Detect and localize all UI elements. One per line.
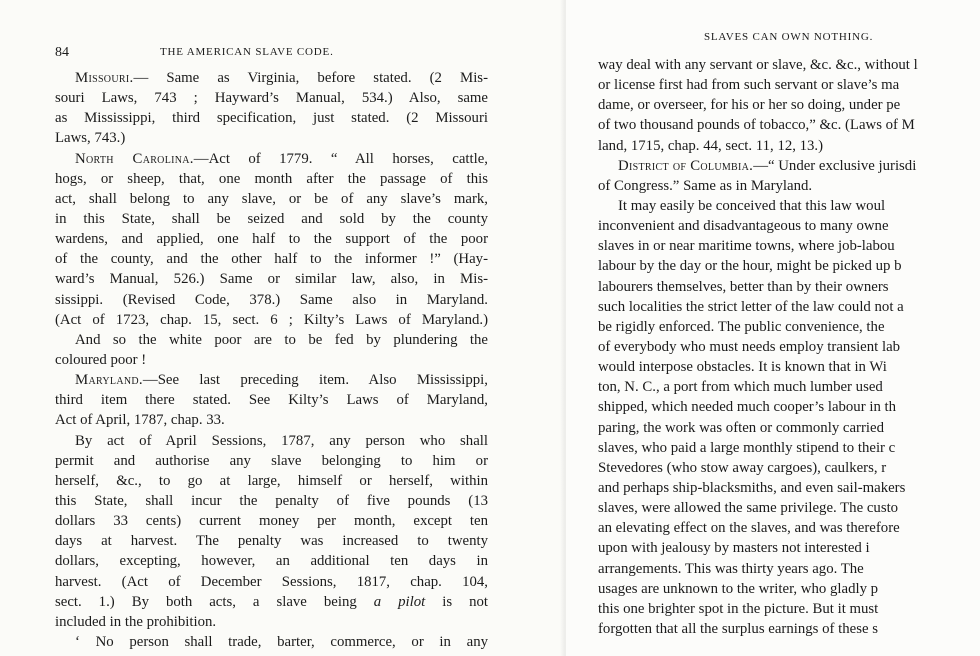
text-line: wardens, and applied, one half to the support of the poor (55, 231, 488, 248)
text-line: would interpose obstacles. It is known that in Wi (598, 359, 887, 376)
text-line: dame, or overseer, for his or her so doing, under pe (598, 97, 901, 114)
text-line: in this State, shall be seized and sold by the county (55, 210, 488, 227)
text-line: sect. 1.) By both acts, a slave being a pilot is not (55, 593, 488, 610)
text-line: hogs, or sheep, that, one month after the passage of this (55, 170, 488, 187)
text-line: way deal with any servant or slave, &c. &c., without l (598, 57, 918, 73)
text-line: North Carolina.—Act of 1779. “ All horses, cattle, (75, 150, 488, 167)
left-body-text (55, 68, 488, 652)
section-heading: North Carolina. (75, 150, 194, 167)
text-line: forgotten that all the surplus earnings of these s (598, 620, 878, 637)
text-line: labourers themselves, better than by their owners (598, 278, 889, 295)
text-line: this one brighter spot in the picture. But it must (598, 600, 879, 617)
text-line: District of Columbia.—“ Under exclusive jurisdi (618, 157, 917, 174)
text-line: (Act of 1723, chap. 15, sect. 6 ; Kilty’s Laws of Maryland.) (55, 311, 488, 328)
text-line: Stevedores (who stow away cargoes), caulkers, r (598, 459, 887, 476)
text-line: permit and authorise any slave belonging to him or (55, 452, 488, 469)
page-number: 84 (55, 45, 69, 60)
text-line: slaves, who paid a large monthly stipend to their c (598, 439, 896, 456)
text-line: shipped, which needed much cooper’s labour in th (598, 399, 897, 416)
section-heading: District of Columbia. (618, 157, 754, 174)
text-line: It may easily be conceived that this law woul (618, 197, 886, 214)
text-line: be rigidly enforced. The public convenience, the (598, 318, 885, 335)
right-page (566, 0, 980, 656)
text-line: paring, the work was often or commonly carried (598, 419, 884, 436)
text-line: act, shall belong to any slave, or be of any slave’s mark, (55, 190, 488, 207)
text-line: Act of April, 1787, chap. 33. (55, 412, 225, 429)
section-heading: Missouri. (75, 70, 134, 86)
text-line: labour by the day or the hour, might be picked up b (598, 258, 902, 275)
text-line: dollars, excepting, however, an additional ten days in (55, 553, 488, 570)
text-line: days at harvest. The penalty was increased to twenty (55, 533, 488, 550)
text-line: or license first had from such servant or slave’s ma (598, 77, 900, 94)
text-line: third item there stated. See Kilty’s Laws of Maryland, (55, 392, 488, 409)
left-running-head: THE AMERICAN SLAVE CODE. (160, 46, 334, 58)
text-line: Missouri.— Same as Virginia, before stated. (2 Mis- (75, 70, 488, 86)
text-line: dollars 33 cents) current money per month, except ten (55, 513, 488, 530)
text-line: ton, N. C., a port from which much lumber used (598, 379, 883, 396)
text-line: By act of April Sessions, 1787, any person who shall (75, 432, 488, 449)
text-line: land, 1715, chap. 44, sect. 11, 12, 13.) (598, 137, 824, 154)
text-line: as Mississippi, third specification, just stated. (2 Missouri (55, 110, 488, 127)
text-line: slaves, were allowed the same privilege. The custo (598, 500, 899, 517)
text-line: arrangements. This was thirty years ago. The (598, 560, 864, 577)
text-line: of everybody who must needs employ transient lab (598, 338, 901, 355)
text-line: such localities the strict letter of the law could not a (598, 298, 904, 315)
text-line: an elevating effect on the slaves, and was therefore (598, 520, 900, 537)
section-heading: Maryland. (75, 372, 143, 389)
text-line: of Congress.” Same as in Maryland. (598, 177, 813, 194)
text-line: souri Laws, 743 ; Hayward’s Manual, 534.) Also, same (55, 90, 488, 107)
text-line: ward’s Manual, 526.) Same or similar law, also, in Mis- (55, 271, 488, 288)
text-line: of the county, and the other half to the informer !” (Hay- (55, 251, 488, 268)
text-line: usages are unknown to the writer, who gladly p (598, 580, 879, 597)
italic-phrase: a pilot (373, 593, 426, 610)
text-line: ‘ No person shall trade, barter, commerce, or in any (75, 633, 488, 650)
text-line: this State, shall incur the penalty of five pounds (13 (55, 492, 488, 509)
text-line: Maryland.—See last preceding item. Also Mississippi, (75, 372, 488, 389)
text-line: and perhaps ship-blacksmiths, and even sail-makers (598, 479, 906, 496)
text-line: sissippi. (Revised Code, 378.) Same also in Maryland. (55, 291, 488, 308)
text-line: coloured poor ! (55, 351, 147, 368)
text-line: Laws, 743.) (55, 130, 126, 147)
text-line: slaves in or near maritime towns, where job-labou (598, 238, 895, 255)
text-line: harvest. (Act of December Sessions, 1817, chap. 104, (55, 573, 488, 590)
text-line: And so the white poor are to be fed by plundering the (75, 331, 488, 348)
text-line: herself, &c., to go at large, himself or herself, within (55, 472, 488, 489)
text-line: included in the prohibition. (55, 613, 217, 630)
text-line: inconvenient and disadvantageous to many owne (598, 218, 889, 235)
right-body-text (598, 55, 980, 639)
text-line: upon with jealousy by masters not interested i (598, 540, 870, 557)
text-line: of two thousand pounds of tobacco,” &c. (Laws of M (598, 117, 915, 134)
right-running-head: SLAVES CAN OWN NOTHING. (704, 31, 874, 43)
